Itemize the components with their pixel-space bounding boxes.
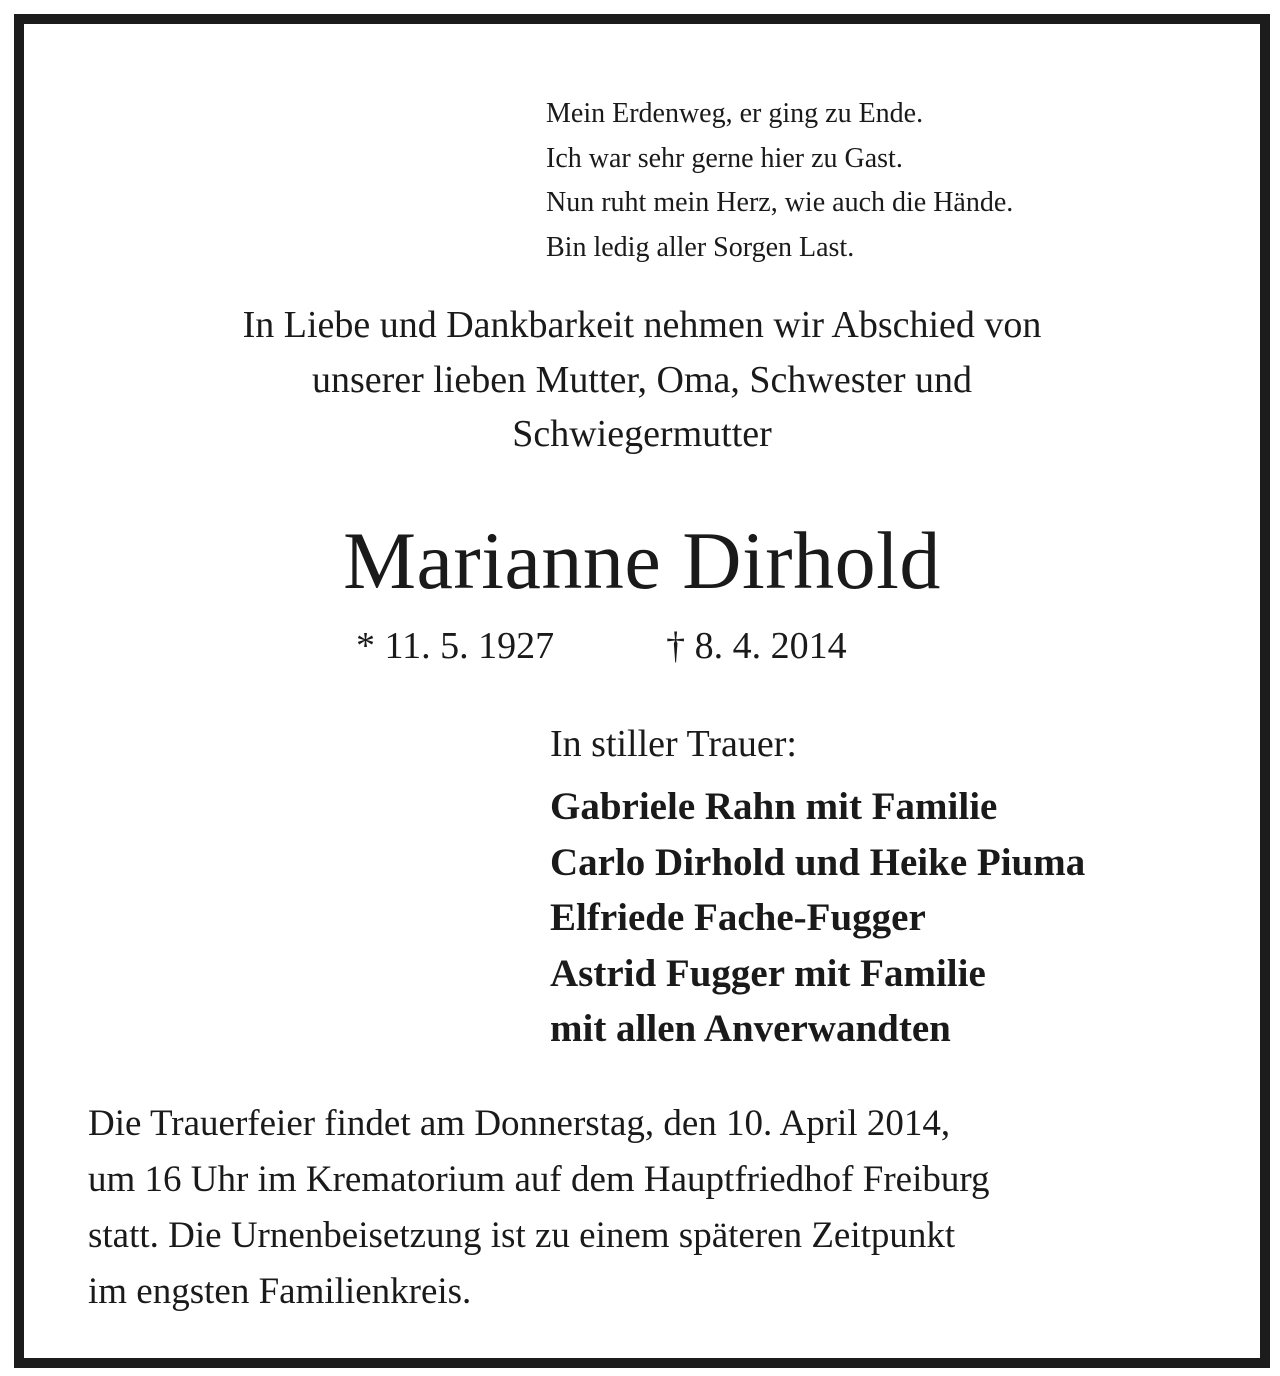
mourner-name: Elfriede Fache-Fugger: [550, 896, 926, 939]
ceremony-line: im engsten Familienkreis.: [88, 1271, 472, 1312]
birth-date: * 11. 5. 1927: [356, 625, 555, 667]
ceremony-details: [88, 1096, 1218, 1320]
deceased-name: Marianne Dirhold: [343, 515, 941, 606]
intro-line: In Liebe und Dankbarkeit nehmen wir Abschied von: [242, 304, 1042, 346]
mourner-name: mit allen Anverwandten: [550, 1007, 951, 1050]
poem-line: Ich war sehr gerne hier zu Gast.: [546, 142, 903, 174]
obituary-notice: [14, 14, 1270, 1368]
intro-line: unserer lieben Mutter, Oma, Schwester und: [311, 358, 973, 401]
death-date: † 8. 4. 2014: [666, 625, 847, 667]
ceremony-line: statt. Die Urnenbeisetzung ist zu einem späteren Zeitpunkt: [88, 1215, 956, 1256]
farewell-intro: [24, 298, 1260, 462]
memorial-poem: [546, 92, 1013, 270]
ceremony-line: Die Trauerfeier findet am Donnerstag, den 10. April 2014,: [88, 1103, 951, 1144]
ceremony-line: um 16 Uhr im Krematorium auf dem Hauptfriedhof Freiburg: [88, 1159, 990, 1200]
poem-line: Mein Erdenweg, er ging zu Ende.: [546, 98, 924, 129]
intro-line: Schwiegermutter: [512, 413, 772, 455]
mourners-list: [550, 779, 1085, 1057]
poem-line: Nun ruht mein Herz, wie auch die Hände.: [546, 187, 1014, 218]
poem-line: Bin ledig aller Sorgen Last.: [546, 231, 855, 263]
mourner-name: Astrid Fugger mit Familie: [550, 951, 986, 995]
mourning-label: In stiller Trauer:: [550, 723, 797, 765]
life-dates: [356, 620, 847, 672]
mourner-name: Carlo Dirhold und Heike Piuma: [550, 840, 1086, 884]
mourner-name: Gabriele Rahn mit Familie: [550, 785, 998, 828]
